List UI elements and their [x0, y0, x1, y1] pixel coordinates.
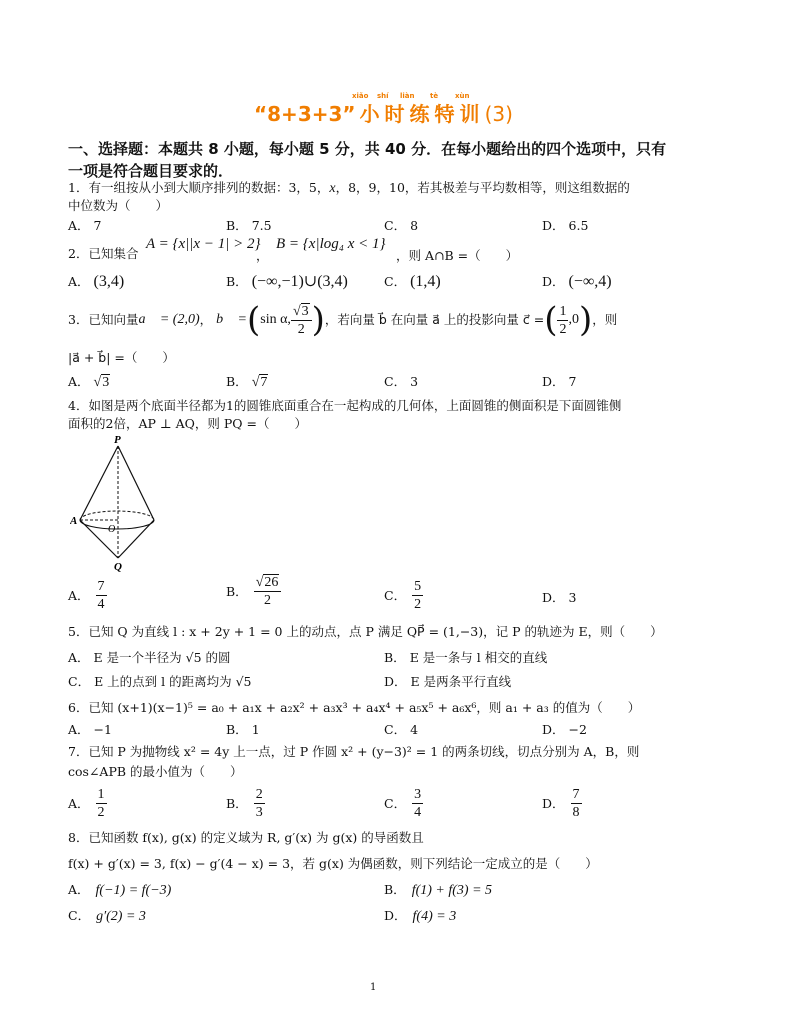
label-q: Q — [114, 561, 122, 572]
q3-zero: ,0 — [568, 312, 579, 327]
q7-option-c: C． $\frac{3}{4}$ — [384, 787, 422, 820]
title — [254, 98, 513, 127]
q3-text-b: ，若向量 b⃗ 在向量 a⃗ 上的投影向量 c⃗ = — [324, 312, 545, 327]
q1-line-2: 中位数为（ ） — [68, 198, 169, 213]
title-number: (3) — [484, 102, 513, 126]
q3-line-2: |a⃗ + b⃗| =（ ） — [68, 350, 175, 365]
label-a: A — [70, 515, 78, 527]
q2-set-a: A = {x||x − 1| > 2} — [146, 236, 261, 252]
q7-line-2: cos∠APB 的最小值为（ ） — [68, 764, 243, 779]
q3-bracket-right: ) — [311, 300, 325, 340]
q2-tail: ，则 A∩B =（ ） — [396, 248, 519, 263]
q3-option-b: B． √7 — [226, 374, 268, 390]
q7-option-d: D． $\frac{7}{8}$ — [542, 787, 580, 820]
q3-text-c: ，则 — [592, 312, 618, 327]
q6-option-b: B． 1 — [226, 722, 260, 737]
q3-bracket-right-2: ) — [578, 300, 593, 340]
q3-vec-a: a⃗ = (2,0) — [138, 312, 200, 327]
q6-option-d: D． −2 — [542, 722, 587, 737]
q8-line-2: f(x) + g′(x) = 3, f(x) − g′(4 − x) = 3，若 g(x) 为偶函数，则下列结论一定成立的是（ ） — [68, 856, 598, 871]
q5-option-d: D． E 是两条平行直线 — [384, 674, 512, 689]
q7-option-b: B． $\frac{2}{3}$ — [226, 787, 263, 820]
label-p: P — [114, 434, 121, 446]
q1-text-a: 1．有一组按从小到大顺序排列的数据：3，5， — [68, 180, 330, 195]
q2-prefix: 2．已知集合 — [68, 246, 139, 261]
q3-text-a: 3．已知向量 — [68, 312, 139, 327]
title-word: 小时练特训 — [359, 102, 485, 126]
q4-option-d: D． 3 — [542, 590, 577, 605]
q3-line-1 — [68, 300, 617, 340]
q3-vec-b: b⃗ = — [216, 312, 247, 327]
q5-option-b: B． E 是一条与 l 相交的直线 — [384, 650, 548, 665]
double-cone-figure — [70, 432, 170, 572]
q6-option-c: C． 4 — [384, 722, 419, 737]
q4-line-2: 面积的2倍，AP ⊥ AQ，则 PQ =（ ） — [68, 416, 307, 431]
pinyin-5: xùn — [455, 92, 470, 100]
q5-option-c: C． E 上的点到 l 的距离均为 √5 — [68, 674, 252, 689]
q3-comma: ， — [199, 312, 213, 327]
q2-comma: ， — [256, 248, 269, 263]
pinyin-1: xiǎo — [352, 92, 369, 100]
q8-option-d: D． f(4) = 3 — [384, 908, 457, 924]
q3-bracket-left-2: ( — [544, 300, 558, 340]
label-o: O — [108, 524, 116, 535]
q2-option-b: B． (−∞,−1)∪(3,4) — [226, 273, 348, 290]
q3-frac-sqrt3: $\frac{√3}{2}$ — [291, 303, 312, 338]
q2-option-a: A． (3,4) — [68, 273, 125, 290]
q1-option-c: C． 8 — [384, 218, 419, 233]
pinyin-2: shí — [377, 92, 389, 100]
title-quote: “8+3+3” — [254, 102, 356, 126]
q5-line-1: 5．已知 Q 为直线 l : x + 2y + 1 = 0 上的动点，点 P 满足 QP⃗ = (1,−3)，记 P 的轨迹为 E，则（ ） — [68, 624, 663, 639]
q1-line-1 — [68, 180, 630, 197]
page-number: 1 — [370, 982, 377, 993]
section-line-1: 一、选择题：本题共 8 小题，每小题 5 分，共 40 分．在每小题给出的四个选项中，只有 — [68, 140, 667, 158]
q7-option-a: A． $\frac{1}{2}$ — [68, 787, 105, 820]
q1-x: x — [329, 181, 336, 196]
q3-option-c: C． 3 — [384, 374, 419, 389]
q8-option-c: C． g′(2) = 3 — [68, 908, 146, 924]
q2-option-c: C． (1,4) — [384, 273, 441, 290]
q1-option-a: A． 7 — [68, 218, 102, 233]
q5-option-a: A． E 是一个半径为 √5 的圆 — [68, 650, 231, 665]
q3-sin: sin α, — [260, 312, 291, 327]
q3-frac-half: $\frac{1}{2}$ — [559, 303, 567, 337]
q2-set-b: B = {x|log₄ x < 1} — [276, 236, 386, 252]
q3-bracket-left: ( — [246, 300, 261, 340]
q6-line-1: 6．已知 (x+1)(x−1)⁵ = a₀ + a₁x + a₂x² + a₃x³ + a₄x⁴ + a₅x⁵ + a₆x⁶，则 a₁ + a₃ 的值为（ ） — [68, 700, 641, 715]
section-line-2: 一项是符合题目要求的． — [68, 162, 234, 180]
q3-option-d: D． 7 — [542, 374, 577, 389]
q8-option-b: B． f(1) + f(3) = 5 — [384, 882, 493, 898]
q1-option-d: D． 6.5 — [542, 218, 589, 233]
q4-option-a: A． $\frac{7}{4}$ — [68, 579, 105, 612]
q4-option-c: C． $\frac{5}{2}$ — [384, 579, 422, 612]
q4-line-1: 4．如图是两个底面半径都为1的圆锥底面重合在一起构成的几何体，上面圆锥的侧面积是下面圆锥侧 — [68, 398, 622, 413]
q7-line-1: 7．已知 P 为抛物线 x² = 4y 上一点，过 P 作圆 x² + (y−3)² = 1 的两条切线，切点分别为 A，B，则 — [68, 744, 640, 759]
q1-option-b: B． 7.5 — [226, 218, 272, 233]
pinyin-4: tè — [430, 92, 439, 100]
q8-line-1: 8．已知函数 f(x), g(x) 的定义域为 R, g′(x) 为 g(x) 的导函数且 — [68, 830, 424, 845]
q4-option-b: B． $\frac{√26}{2}$ — [226, 574, 281, 609]
pinyin-3: liàn — [400, 92, 415, 100]
q3-option-a: A． √3 — [68, 374, 110, 390]
q6-option-a: A． −1 — [68, 722, 112, 737]
q8-option-a: A． f(−1) = f(−3) — [68, 882, 172, 898]
q1-text-b: ，8，9，10，若其极差与平均数相等，则这组数据的 — [335, 180, 630, 195]
q2-option-d: D． (−∞,4) — [542, 273, 612, 290]
